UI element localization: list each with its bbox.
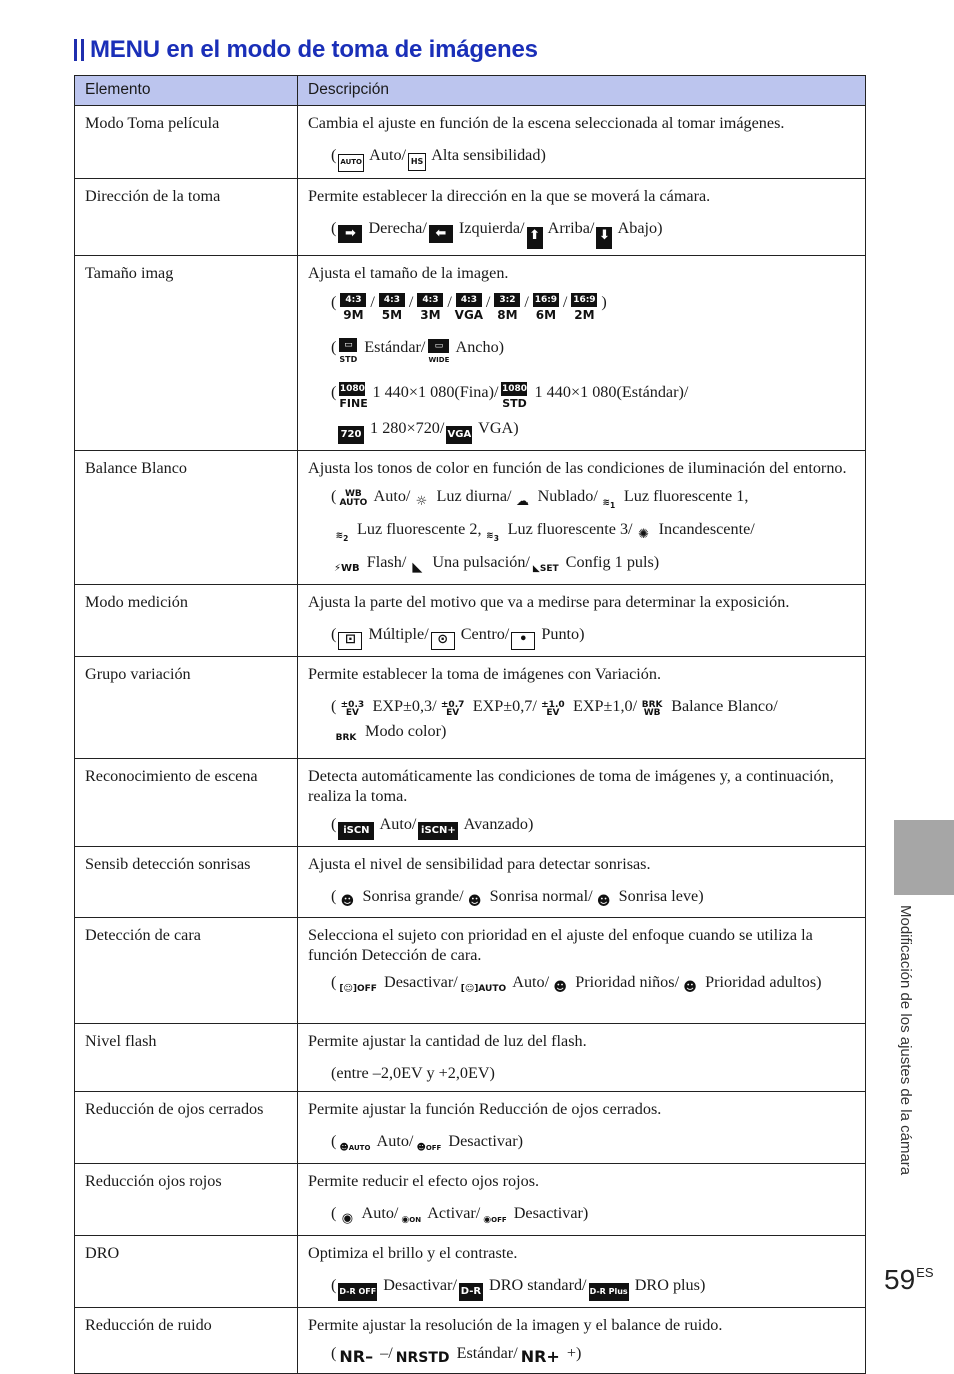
arrow-left-icon: ⬅ bbox=[429, 225, 453, 243]
table-row bbox=[75, 1308, 866, 1374]
page-title: MENU en el modo de toma de imágenes bbox=[90, 36, 538, 63]
option-text: / bbox=[447, 293, 452, 311]
option-text: ( bbox=[331, 383, 337, 401]
option-text: Punto) bbox=[537, 625, 585, 643]
option-text: ( bbox=[331, 1132, 337, 1150]
option-text: ( bbox=[331, 293, 337, 311]
option-text: ( bbox=[331, 1276, 337, 1294]
option-text: ( bbox=[331, 973, 337, 991]
option-text: Prioridad adultos) bbox=[701, 973, 822, 991]
item-description: Ajusta el nivel de sensibilidad para detectar sonrisas. bbox=[308, 855, 651, 873]
option-text: Derecha/ bbox=[364, 219, 427, 237]
section-header bbox=[74, 36, 538, 64]
option-text: Auto/ bbox=[366, 146, 407, 164]
scene-recognition-advanced-icon: iSCN+ bbox=[418, 822, 458, 840]
item-description: Ajusta el tamaño de la imagen. bbox=[308, 264, 509, 282]
face-detection-off-icon: [☺]OFF bbox=[339, 984, 377, 994]
option-text: Nublado/ bbox=[533, 487, 598, 505]
item-description-cell bbox=[298, 1236, 866, 1308]
hd-options bbox=[331, 375, 855, 412]
fluorescent-2-icon: $≋_2$ bbox=[335, 531, 349, 543]
adult-priority-icon: ☻ bbox=[683, 980, 697, 995]
item-description-cell bbox=[298, 918, 866, 1024]
image-size-options bbox=[331, 285, 855, 327]
spot-metering-icon: • bbox=[511, 632, 535, 650]
item-description-cell bbox=[298, 256, 866, 451]
option-text: Desactivar/ bbox=[379, 973, 458, 991]
option-text: Config 1 puls) bbox=[561, 553, 660, 571]
option-text: ( bbox=[331, 219, 337, 237]
option-text: ( bbox=[331, 1344, 337, 1362]
option-text: 1 440×1 080(Estándar)/ bbox=[530, 383, 689, 401]
option-text: Ancho) bbox=[452, 338, 505, 356]
cloudy-icon: ☁ bbox=[516, 494, 530, 509]
option-text: ( bbox=[331, 338, 337, 356]
item-options bbox=[331, 622, 855, 650]
table-row bbox=[75, 1092, 866, 1164]
option-text: Desactivar) bbox=[509, 1204, 589, 1222]
item-description: Permite establecer la dirección en la que se moverá la cámara. bbox=[308, 187, 711, 205]
option-text: / bbox=[524, 293, 529, 311]
table-row bbox=[75, 451, 866, 585]
item-description-cell bbox=[298, 847, 866, 918]
nr-minus-icon: NR– bbox=[339, 1347, 374, 1366]
option-text: / bbox=[408, 293, 414, 311]
option-text: Estándar/ bbox=[360, 338, 426, 356]
size-8m-icon: 3:2 8M bbox=[492, 293, 522, 327]
option-text: Abajo) bbox=[614, 219, 663, 237]
table-row bbox=[75, 847, 866, 918]
table-row bbox=[75, 179, 866, 256]
chapter-label: Modificación de los ajustes de la cámara bbox=[897, 905, 914, 1176]
option-text: Auto/ bbox=[370, 487, 411, 505]
item-name: Balance Blanco bbox=[75, 451, 298, 585]
child-priority-icon: ☻ bbox=[553, 980, 567, 995]
option-text: Una pulsación/ bbox=[428, 553, 530, 571]
item-description: Permite ajustar la función Reducción de ojos cerrados. bbox=[308, 1100, 662, 1118]
standard-aspect-icon: ▭ STD bbox=[339, 340, 358, 364]
option-text: Arriba/ bbox=[544, 219, 595, 237]
section-marker-icon bbox=[74, 39, 84, 61]
option-text: Alta sensibilidad) bbox=[428, 146, 546, 164]
page-number-value: 59 bbox=[884, 1264, 916, 1295]
option-text: Avanzado) bbox=[460, 815, 534, 833]
table-row bbox=[75, 1024, 866, 1092]
option-text: / bbox=[485, 293, 491, 311]
item-description-cell bbox=[298, 759, 866, 847]
nr-standard-icon: NRSTD bbox=[395, 1350, 450, 1366]
header-item: Elemento bbox=[75, 76, 298, 106]
option-text: Desactivar) bbox=[444, 1132, 523, 1150]
option-text: EXP±0,3/ bbox=[368, 697, 437, 715]
item-options bbox=[331, 484, 855, 578]
table-row bbox=[75, 918, 866, 1024]
fluorescent-1-icon: $≋_1$ bbox=[602, 498, 616, 510]
wb-auto-icon: WB AUTO bbox=[339, 489, 368, 508]
multi-metering-icon: ⊡ bbox=[338, 632, 362, 650]
option-text: EXP±0,7/ bbox=[468, 697, 537, 715]
option-text: ( bbox=[331, 146, 337, 164]
option-text: Flash/ bbox=[362, 553, 407, 571]
size-3m-icon: 4:3 3M bbox=[415, 293, 445, 327]
option-text: Estándar/ bbox=[452, 1344, 518, 1362]
option-text: Auto/ bbox=[358, 1204, 399, 1222]
nr-plus-icon: NR+ bbox=[520, 1347, 560, 1366]
table-row bbox=[75, 1164, 866, 1236]
option-text: –/ bbox=[376, 1344, 393, 1362]
option-text: EXP±1,0/ bbox=[568, 697, 638, 715]
dro-off-icon: D-R OFF bbox=[338, 1283, 377, 1301]
item-description: Permite reducir el efecto ojos rojos. bbox=[308, 1172, 540, 1190]
incandescent-icon: ✺ bbox=[638, 527, 649, 542]
option-text: ( bbox=[331, 625, 337, 643]
item-name: Reconocimiento de escena bbox=[75, 759, 298, 847]
one-push-set-icon: ◣SET bbox=[532, 564, 559, 574]
option-text: Activar/ bbox=[424, 1204, 481, 1222]
bracket-wb-icon: BRK WB bbox=[641, 700, 663, 718]
item-description-cell bbox=[298, 1024, 866, 1092]
item-name: Detección de cara bbox=[75, 918, 298, 1024]
scene-recognition-auto-icon: iSCN bbox=[338, 822, 374, 840]
size-5m-icon: 4:3 5M bbox=[377, 293, 407, 327]
ev-07-icon: ±0.7 EV bbox=[440, 700, 465, 718]
option-text: +) bbox=[562, 1344, 582, 1362]
size-vga-icon: 4:3 VGA bbox=[454, 295, 484, 322]
item-options bbox=[331, 1201, 855, 1229]
item-options bbox=[331, 1061, 855, 1085]
item-description: Optimiza el brillo y el contraste. bbox=[308, 1244, 518, 1262]
option-text: DRO plus) bbox=[630, 1276, 706, 1294]
option-text: ) bbox=[601, 293, 607, 311]
size-2m-icon: 16:9 2M bbox=[573, 295, 596, 322]
page-number bbox=[884, 1264, 934, 1296]
item-description-cell bbox=[298, 657, 866, 759]
item-options bbox=[331, 1129, 855, 1157]
item-name: Sensib detección sonrisas bbox=[75, 847, 298, 918]
ev-03-icon: ±0.3 EV bbox=[340, 700, 365, 718]
item-name: Modo Toma película bbox=[75, 106, 298, 179]
item-description-cell bbox=[298, 1308, 866, 1374]
item-description-cell bbox=[298, 1164, 866, 1236]
item-description-cell bbox=[298, 1092, 866, 1164]
item-name: Reducción de ojos cerrados bbox=[75, 1092, 298, 1164]
header-description: Descripción bbox=[298, 76, 866, 106]
option-text: Luz fluorescente 2, bbox=[353, 520, 482, 538]
face-detection-auto-icon: [☺]AUTO bbox=[460, 984, 507, 994]
item-options bbox=[331, 971, 855, 998]
bracket-color-icon: BRK bbox=[335, 733, 357, 743]
hd-standard-icon: 1080 STD bbox=[501, 384, 527, 410]
item-name: Reducción de ruido bbox=[75, 1308, 298, 1374]
table-row bbox=[75, 585, 866, 657]
table-row bbox=[75, 256, 866, 451]
chapter-tab bbox=[894, 820, 954, 895]
item-options bbox=[331, 812, 855, 840]
one-push-icon: ◣ bbox=[412, 560, 423, 575]
option-text: Sonrisa grande/ bbox=[358, 887, 464, 905]
option-text: Prioridad niños/ bbox=[571, 973, 680, 991]
blink-reduction-off-icon: ☻OFF bbox=[416, 1143, 442, 1153]
item-description: Detecta automáticamente las condiciones de toma de imágenes y, a continuación, realiza la toma. bbox=[308, 767, 834, 805]
option-text: Izquierda/ bbox=[454, 219, 525, 237]
item-name: Dirección de la toma bbox=[75, 179, 298, 256]
item-description: Ajusta los tonos de color en función de las condiciones de iluminación del entorno. bbox=[308, 459, 847, 477]
option-text: Sonrisa normal/ bbox=[485, 887, 593, 905]
hd720-icon: 720 bbox=[338, 426, 364, 444]
arrow-down-icon: ⬇ bbox=[596, 227, 612, 249]
option-text: / bbox=[370, 293, 375, 311]
video-options bbox=[336, 414, 855, 444]
menu-table bbox=[74, 75, 866, 1374]
option-text: ( bbox=[331, 815, 337, 833]
normal-smile-icon: ☻ bbox=[467, 894, 482, 909]
option-text: Incandescente/ bbox=[654, 520, 755, 538]
item-description-cell bbox=[298, 585, 866, 657]
option-text: (entre –2,0EV y +2,0EV) bbox=[331, 1064, 495, 1082]
table-row bbox=[75, 657, 866, 759]
option-text: ( bbox=[331, 1204, 337, 1222]
center-metering-icon: ⊙ bbox=[431, 632, 455, 650]
item-name: DRO bbox=[75, 1236, 298, 1308]
item-name: Reducción ojos rojos bbox=[75, 1164, 298, 1236]
option-text: DRO standard/ bbox=[484, 1276, 587, 1294]
dro-standard-icon: D-R bbox=[459, 1283, 483, 1301]
red-eye-off-icon: ◉OFF bbox=[483, 1215, 507, 1225]
blink-reduction-auto-icon: ☻AUTO bbox=[339, 1143, 371, 1153]
option-text: Desactivar/ bbox=[379, 1276, 457, 1294]
option-text: ( bbox=[331, 887, 337, 905]
item-description: Selecciona el sujeto con prioridad en el ajuste del enfoque cuando se utiliza la función Detección de cara. bbox=[308, 926, 813, 964]
option-text: Balance Blanco/ bbox=[667, 697, 778, 715]
option-text: Centro/ bbox=[456, 625, 510, 643]
item-options bbox=[331, 1273, 855, 1301]
item-name: Modo medición bbox=[75, 585, 298, 657]
item-description-cell bbox=[298, 179, 866, 256]
red-eye-auto-icon: ◉ bbox=[341, 1211, 354, 1226]
table-row bbox=[75, 106, 866, 179]
table-row bbox=[75, 759, 866, 847]
item-options bbox=[331, 143, 855, 172]
item-description: Permite ajustar la cantidad de luz del flash. bbox=[308, 1032, 587, 1050]
option-text: Sonrisa leve) bbox=[614, 887, 704, 905]
option-text: ( bbox=[331, 487, 337, 505]
fluorescent-3-icon: $≋_3$ bbox=[486, 531, 499, 543]
option-text: VGA) bbox=[474, 419, 519, 437]
item-options bbox=[331, 884, 855, 911]
option-text: Auto/ bbox=[373, 1132, 414, 1150]
item-description-cell bbox=[298, 451, 866, 585]
big-smile-icon: ☻ bbox=[340, 894, 355, 909]
option-text: Luz fluorescente 1, bbox=[619, 487, 749, 505]
option-text: Auto/ bbox=[376, 815, 417, 833]
aspect-options bbox=[331, 331, 855, 369]
item-description: Permite establecer la toma de imágenes con Variación. bbox=[308, 665, 661, 683]
item-description: Cambia el ajuste en función de la escena seleccionada al tomar imágenes. bbox=[308, 114, 785, 132]
dro-plus-icon: D-R Plus bbox=[589, 1283, 629, 1301]
item-options bbox=[331, 216, 855, 249]
daylight-icon: ☼ bbox=[415, 494, 428, 509]
option-text: / bbox=[562, 293, 568, 311]
wide-aspect-icon: ▭ WIDE bbox=[428, 341, 450, 364]
item-description: Ajusta la parte del motivo que va a medirse para determinar la exposición. bbox=[308, 593, 790, 611]
red-eye-on-icon: ◉ON bbox=[401, 1215, 422, 1225]
flash-wb-icon: ⚡WB bbox=[334, 563, 360, 574]
table-header-row bbox=[75, 76, 866, 106]
item-options bbox=[331, 694, 855, 752]
arrow-right-icon: ➡ bbox=[338, 225, 362, 243]
arrow-up-icon: ⬆ bbox=[527, 227, 543, 249]
ev-10-icon: ±1.0 EV bbox=[541, 700, 565, 718]
option-text: Auto/ bbox=[509, 973, 550, 991]
slight-smile-icon: ☻ bbox=[596, 894, 611, 909]
item-options bbox=[331, 1341, 855, 1367]
option-text: 1 280×720/ bbox=[366, 419, 445, 437]
item-description-cell bbox=[298, 106, 866, 179]
option-text: Luz diurna/ bbox=[432, 487, 512, 505]
option-text: Múltiple/ bbox=[364, 625, 429, 643]
item-name: Grupo variación bbox=[75, 657, 298, 759]
movie-auto-icon: AUTO bbox=[338, 154, 364, 172]
page-language: ES bbox=[916, 1265, 934, 1280]
size-6m-icon: 16:9 6M bbox=[534, 295, 558, 322]
option-text: Luz fluorescente 3/ bbox=[503, 520, 633, 538]
item-description: Permite ajustar la resolución de la imagen y el balance de ruido. bbox=[308, 1316, 723, 1334]
hd-fine-icon: 1080 FINE bbox=[339, 384, 368, 410]
table-row bbox=[75, 1236, 866, 1308]
option-text: ( bbox=[331, 697, 337, 715]
option-text: 1 440×1 080(Fina)/ bbox=[368, 383, 499, 401]
item-name: Nivel flash bbox=[75, 1024, 298, 1092]
vga-icon: VGA bbox=[446, 426, 472, 444]
movie-high-sensitivity-icon: HS bbox=[408, 153, 426, 171]
item-name: Tamaño imag bbox=[75, 256, 298, 451]
size-9m-icon: 4:3 9M bbox=[338, 293, 368, 327]
option-text: Modo color) bbox=[361, 722, 447, 740]
